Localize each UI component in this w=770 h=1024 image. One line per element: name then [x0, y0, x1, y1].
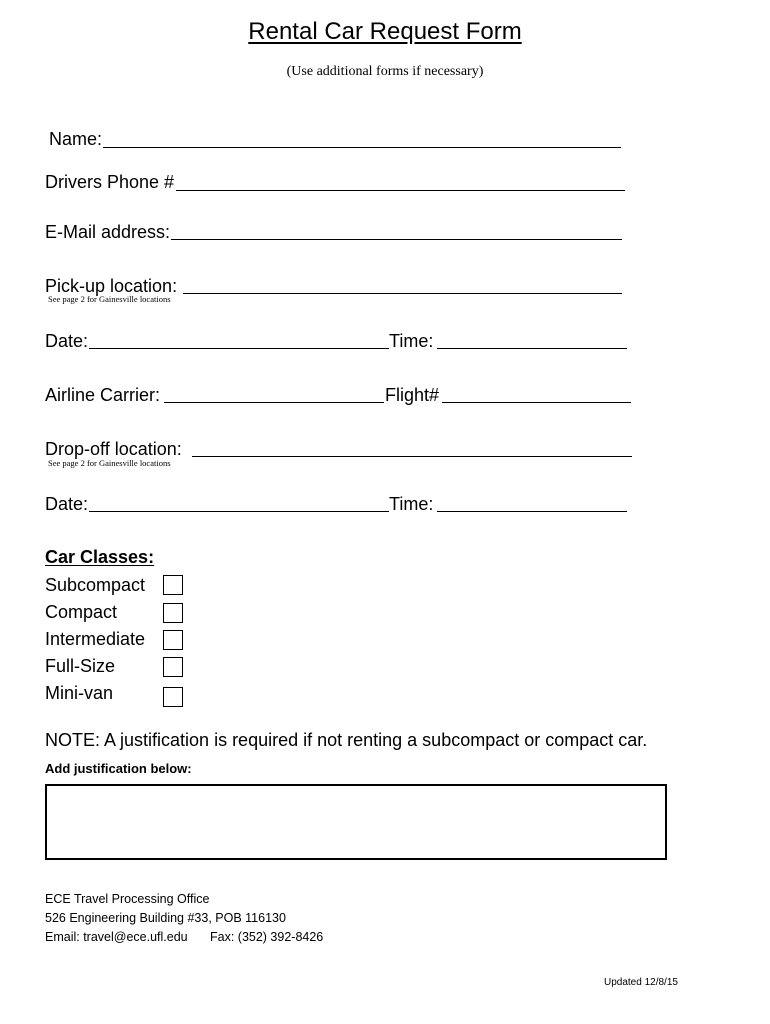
form-subtitle: (Use additional forms if necessary) — [286, 64, 484, 79]
flight-label: Flight# — [385, 385, 440, 405]
dropoff-time-label: Time: — [389, 494, 434, 514]
airline-label: Airline Carrier: — [45, 385, 161, 405]
dropoff-time-input[interactable] — [439, 491, 629, 511]
updated-date: Updated 12/8/15 — [604, 977, 678, 988]
car-class-compact-checkbox[interactable] — [163, 603, 183, 623]
car-class-subcompact-label: Subcompact — [45, 575, 146, 595]
car-class-intermediate-checkbox[interactable] — [163, 630, 183, 650]
pickup-location-note: See page 2 for Gainesville locations — [48, 294, 171, 304]
dropoff-date-input[interactable] — [91, 491, 391, 511]
dropoff-date-label: Date: — [45, 494, 89, 514]
car-class-intermediate-label: Intermediate — [45, 629, 146, 649]
name-underline — [103, 147, 621, 148]
dropoff-location-underline — [192, 456, 632, 457]
pickup-time-label: Time: — [389, 331, 434, 351]
pickup-location-label: Pick-up location: — [45, 276, 178, 296]
office-email: Email: travel@ece.ufl.edu — [45, 930, 188, 944]
pickup-time-underline — [437, 348, 627, 349]
car-class-subcompact-checkbox[interactable] — [163, 575, 183, 595]
phone-input[interactable] — [178, 170, 627, 190]
justification-label: Add justification below: — [45, 761, 192, 776]
pickup-location-input[interactable] — [185, 273, 624, 293]
flight-underline — [442, 402, 631, 403]
airline-input[interactable] — [166, 382, 386, 402]
justification-note: NOTE: A justification is required if not renting a subcompact or compact car. — [45, 730, 648, 750]
form-title: Rental Car Request Form — [248, 18, 522, 45]
airline-underline — [164, 402, 384, 403]
flight-input[interactable] — [444, 382, 633, 402]
name-label: Name: — [49, 129, 103, 149]
office-address: 526 Engineering Building #33, POB 116130 — [45, 911, 286, 925]
dropoff-location-input[interactable] — [194, 436, 634, 456]
office-name: ECE Travel Processing Office — [45, 892, 210, 906]
car-classes-heading: Car Classes: — [45, 547, 155, 567]
pickup-date-input[interactable] — [91, 328, 391, 348]
office-fax: Fax: (352) 392-8426 — [210, 930, 324, 944]
dropoff-time-underline — [437, 511, 627, 512]
phone-underline — [176, 190, 625, 191]
car-class-minivan-checkbox[interactable] — [163, 687, 183, 707]
email-label: E-Mail address: — [45, 222, 171, 242]
pickup-time-input[interactable] — [439, 328, 629, 348]
pickup-date-label: Date: — [45, 331, 89, 351]
car-class-fullsize-checkbox[interactable] — [163, 657, 183, 677]
car-class-compact-label: Compact — [45, 602, 118, 622]
phone-label: Drivers Phone # — [45, 172, 175, 192]
car-class-fullsize-label: Full-Size — [45, 656, 116, 676]
car-class-minivan-label: Mini-van — [45, 683, 114, 703]
email-input[interactable] — [173, 219, 624, 239]
name-input[interactable] — [105, 127, 623, 147]
pickup-location-underline — [183, 293, 622, 294]
justification-textarea[interactable] — [45, 784, 667, 860]
dropoff-location-note: See page 2 for Gainesville locations — [48, 458, 171, 468]
dropoff-date-underline — [89, 511, 389, 512]
pickup-date-underline — [89, 348, 389, 349]
email-underline — [171, 239, 622, 240]
dropoff-location-label: Drop-off location: — [45, 439, 182, 459]
